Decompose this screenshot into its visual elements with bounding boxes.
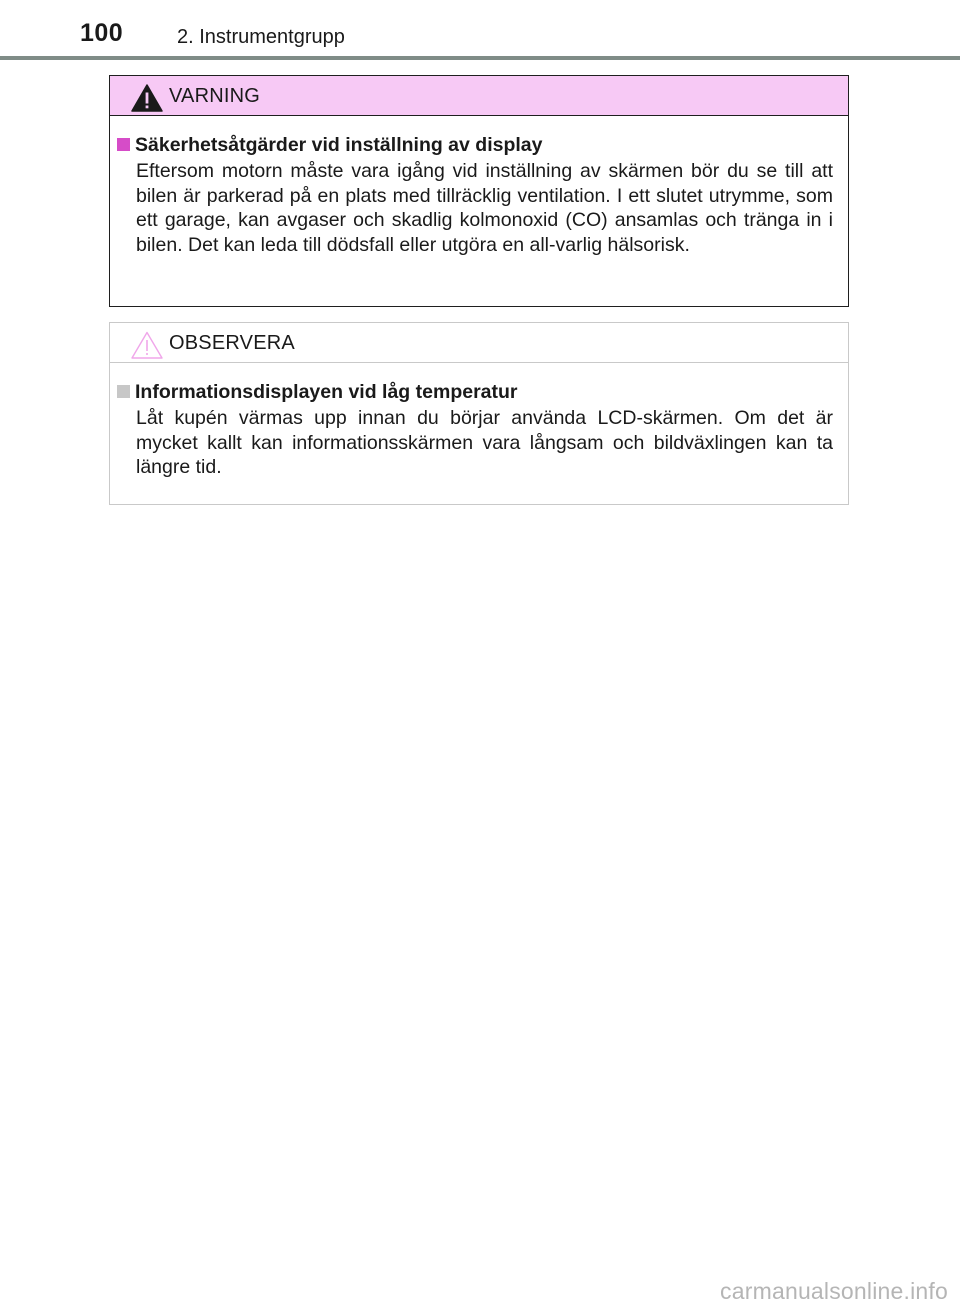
caution-box <box>109 322 849 505</box>
header-rule <box>0 56 960 60</box>
warning-item-title-text: Säkerhetsåtgärder vid inställning av display <box>135 134 543 156</box>
caution-box-body <box>110 363 848 480</box>
section-title: 2. Instrumentgrupp <box>177 26 345 48</box>
page-number: 100 <box>80 19 124 47</box>
bullet-square-icon <box>117 385 130 398</box>
warning-label: VARNING <box>169 85 261 107</box>
warning-triangle-icon <box>130 83 164 113</box>
warning-box-body <box>110 116 848 257</box>
warning-box <box>109 75 849 307</box>
caution-item-title-text: Informationsdisplayen vid låg temperatur <box>135 381 518 403</box>
page-header <box>0 0 960 62</box>
warning-item-title <box>117 133 833 157</box>
site-watermark: carmanualsonline.info <box>720 1278 948 1304</box>
caution-item-text: Låt kupén värmas upp innan du börjar använda LCD-skärmen. Om det är mycket kallt kan informationsskärmen vara långsam och bildväxlingen kan ta längre tid. <box>136 407 833 478</box>
warning-item-text: Eftersom motorn måste vara igång vid inställning av skärmen bör du se till att bilen är parkerad på en plats med tillräcklig ventilation. I ett slutet utrymme, som ett garage, kan avgaser och skadlig kolmonoxid (CO) ansamlas och tränga in i bilen. Det kan leda till dödsfall eller utgöra en all-varlig hälsorisk. <box>136 160 833 256</box>
caution-box-header <box>110 323 848 363</box>
warning-box-header <box>110 76 848 116</box>
caution-label: OBSERVERA <box>169 332 295 354</box>
caution-item-title <box>117 380 833 404</box>
bullet-square-icon <box>117 138 130 151</box>
caution-triangle-icon <box>130 330 164 360</box>
